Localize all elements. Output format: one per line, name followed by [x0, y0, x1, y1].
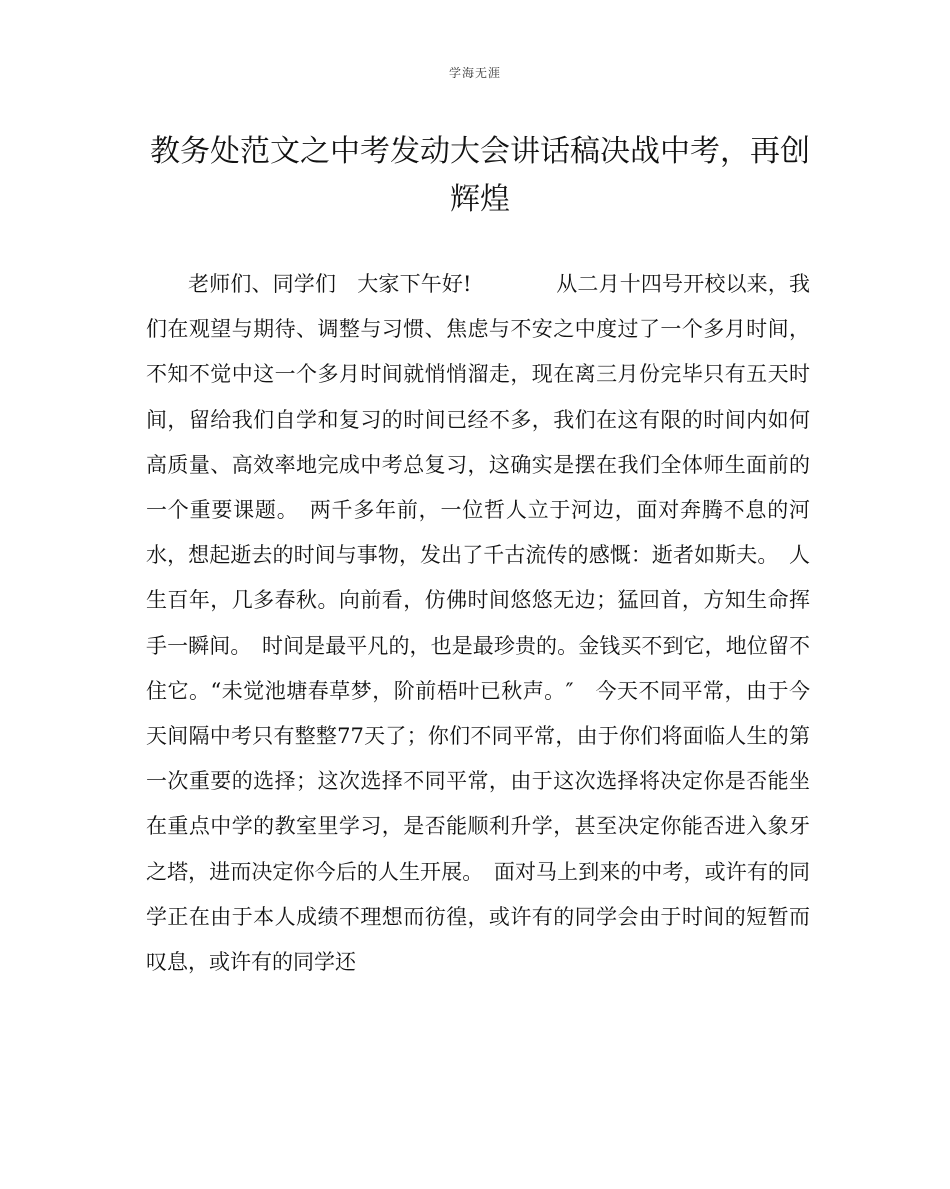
body-paragraph — [146, 262, 810, 985]
document-title: 教务处范文之中考发动大会讲话稿决战中考，再创辉煌 — [150, 134, 810, 217]
page-header: 学海无涯 — [448, 66, 501, 80]
body-paragraph-text: 老师们、同学们 大家下午好! 从二月十四号开校以来，我们在观望与期待、调整与习惯、焦虑与不安之中度过了一个多月时间，不知不觉中这一个多月时间就悄悄溜走，现在离三月份完毕只有五天时间，留给我们自学和复习的时间已经不多，我们在这有限的时间内如何高质量、高效率地完成中考总复习，这确实是摆在我们全体师生面前的一个重要课题。 两千多年前，一位哲人立于河边，面对奔腾不息的河水，想起逝去的时间与事物，发出了千古流传的感慨：逝者如斯夫。 人生百年，几多春秋。向前看，仿佛时间悠悠无边；猛回首，方知生命挥手一瞬间。 时间是最平凡的，也是最珍贵的。金钱买不到它，地位留不住它。“未觉池塘春草梦，阶前梧叶已秋声。″ 今天不同平常，由于今天间隔中考只有整整77天了；你们不同平常，由于你们将面临人生的第一次重要的选择；这次选择不同平常，由于这次选择将决定你是否能坐在重点中学的教室里学习，是否能顺利升学，甚至决定你能否进入象牙之塔，进而决定你今后的人生开展。 面对马上到来的中考，或许有的同学正在由于本人成绩不理想而彷徨，或许有的同学会由于时间的短暂而叹息，或许有的同学还 — [146, 272, 810, 975]
